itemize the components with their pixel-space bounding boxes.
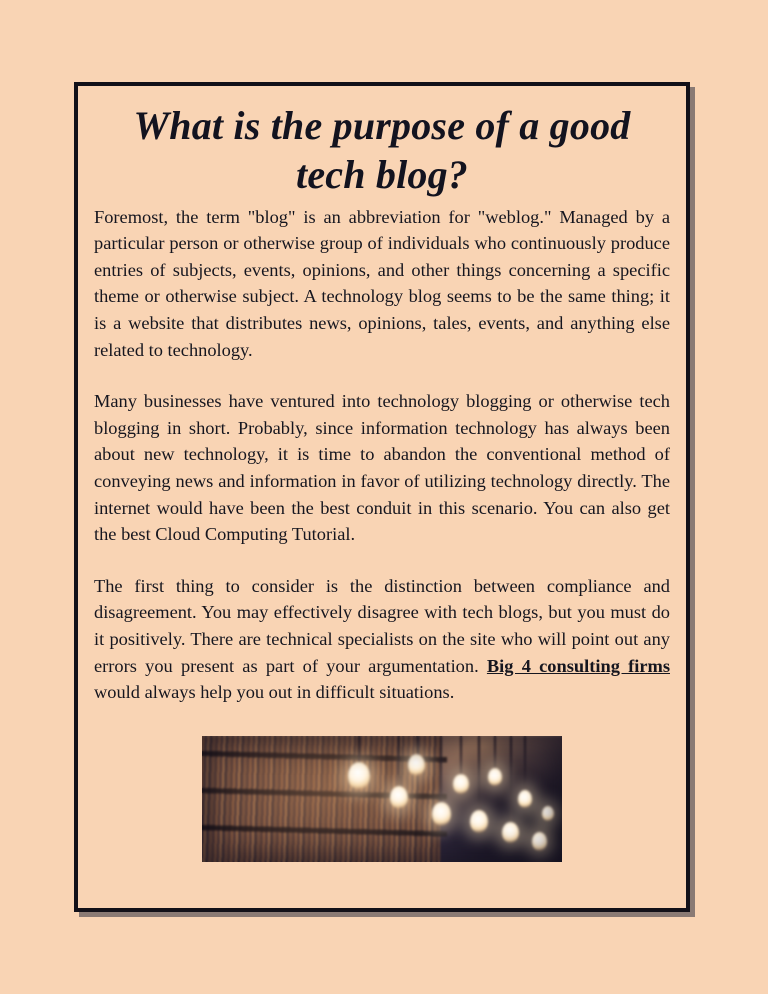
document-frame [74, 82, 690, 912]
document-content-area [78, 86, 686, 908]
big-4-consulting-firms-link[interactable]: Big 4 consulting firms [486, 655, 670, 676]
document-body [92, 204, 672, 862]
paragraph-3-tail-text: would always help you out in difficult situations. [94, 682, 455, 703]
paragraph-2: Many businesses have ventured into technology blogging or otherwise tech blogging in short. Probably, since information technology has always been about new technology, it is time to abandon the conventional method of conveying news and information in favor of utilizing technology directly. The internet would have been the best conduit in this scenario. You can also get the best Cloud Computing Tutorial. [94, 391, 670, 545]
paragraph-3 [94, 573, 670, 706]
paragraph-3-lead-text: The first thing to consider is the distinction between compliance and disagreement. You may effectively disagree with tech blogs, but you must do it positively. There are technical specialists on the site who will point out any errors you present as part of your argumentation. [94, 575, 670, 676]
paragraph-1: Foremost, the term "blog" is an abbreviation for "weblog." Managed by a particular person or otherwise group of individuals who continuously produce entries of subjects, events, opinions, and other things concerning a specific theme or otherwise subject. A technology blog seems to be the same thing; it is a website that distributes news, opinions, tales, events, and anything else related to technology. [94, 206, 670, 360]
figure-container [94, 736, 670, 862]
page-title: What is the purpose of a good tech blog? [133, 103, 631, 197]
image-vignette-layer [202, 736, 562, 862]
library-bookshelf-image [202, 736, 562, 862]
